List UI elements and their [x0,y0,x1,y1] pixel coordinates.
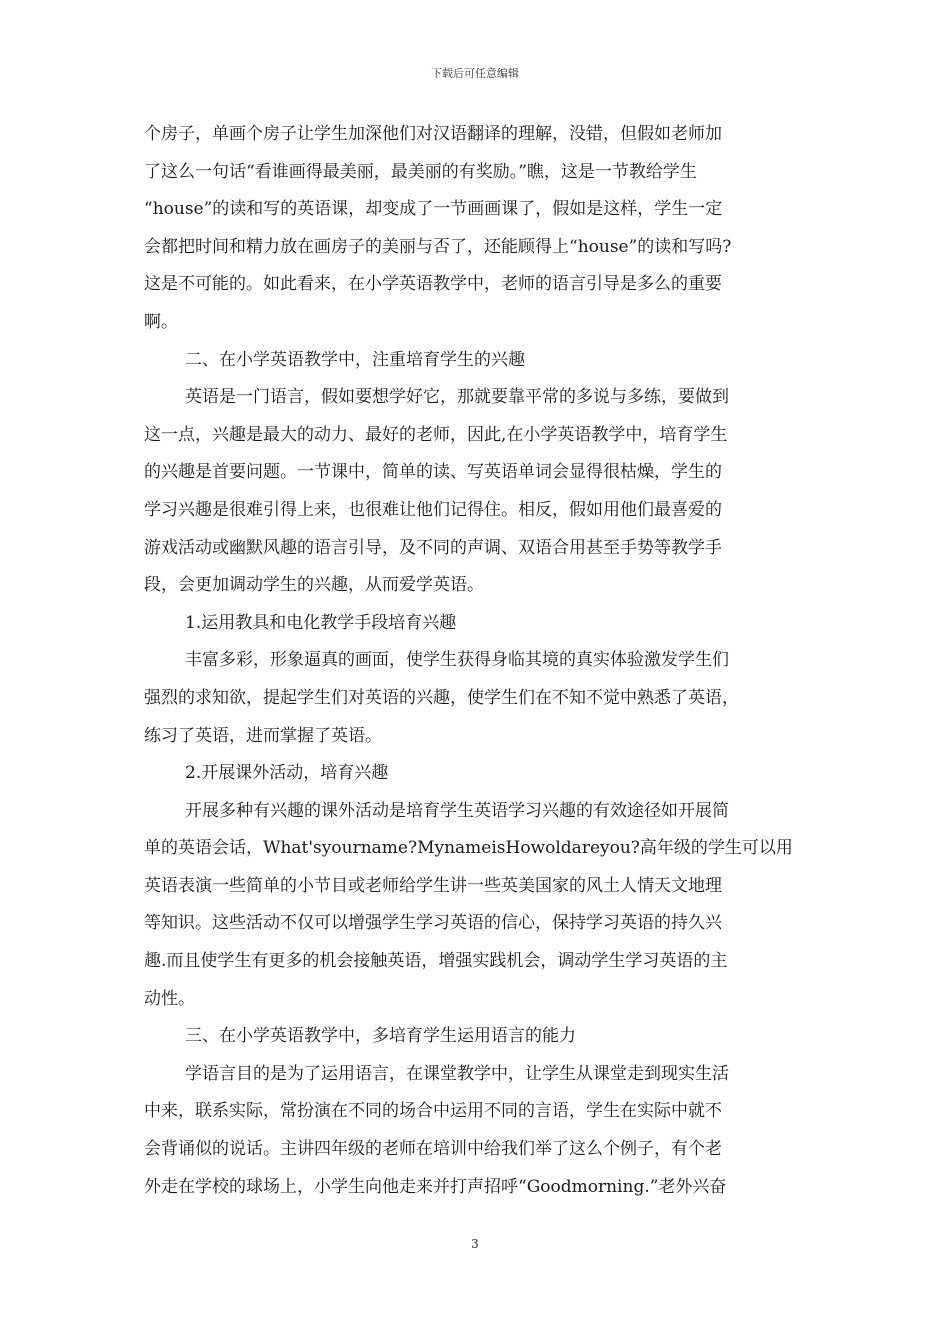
document-body [144,116,814,1206]
text-line: 三、在小学英语教学中，多培育学生运用语言的能力 [185,1026,576,1047]
text-line: 这是不可能的。如此看来，在小学英语教学中，老师的语言引导是多么的重要 [144,274,722,295]
text-line: 的兴趣是首要问题。一节课中，简单的读、写英语单词会显得很枯燥，学生的 [144,462,722,483]
text-line: 1.运用教具和电化教学手段培育兴趣 [185,612,457,633]
text-line: 学习兴趣是很难引得上来，也很难让他们记得住。相反，假如用他们最喜爱的 [144,499,722,520]
text-line: 单的英语会话，What'syourname?MynameisHowoldareyou?高年级的学生可以用 [144,838,793,859]
text-line: 这一点，兴趣是最大的动力、最好的老师，因此,在小学英语教学中，培育学生 [144,424,728,445]
text-line: 强烈的求知欲，提起学生们对英语的兴趣，使学生们在不知不觉中熟悉了英语， [144,687,739,708]
text-line: 开展多种有兴趣的课外活动是培育学生英语学习兴趣的有效途径如开展简 [185,800,729,821]
text-line: 英语是一门语言，假如要想学好它，那就要靠平常的多说与多练，要做到 [185,387,729,408]
text-line: 会背诵似的说话。主讲四年级的老师在培训中给我们举了这么个例子，有个老 [144,1139,722,1160]
text-line: 个房子，单画个房子让学生加深他们对汉语翻译的理解，没错，但假如老师加 [144,124,722,144]
text-line: 丰富多彩，形象逼真的画面，使学生获得身临其境的真实体验激发学生们 [185,650,729,671]
text-line: 等知识。这些活动不仅可以增强学生学习英语的信心，保持学习英语的持久兴 [144,913,722,934]
text-line: 游戏活动或幽默风趣的语言引导，及不同的声调、双语合用甚至手势等教学手 [144,537,722,558]
text-line: 外走在学校的球场上，小学生向他走来并打声招呼“Goodmorning.”老外兴奋 [144,1176,727,1197]
page-number: 3 [471,1237,479,1251]
text-line: 段，会更加调动学生的兴趣，从而爱学英语。 [144,575,484,596]
text-line: 英语表演一些简单的小节目或老师给学生讲一些英美国家的风土人情天文地理 [144,875,722,896]
text-line: 学语言目的是为了运用语言，在课堂教学中，让学生从课堂走到现实生活 [185,1063,729,1084]
text-line: 动性。 [144,988,195,1009]
text-line: 会都把时间和精力放在画房子的美丽与否了，还能顾得上“house”的读和写吗? [144,236,732,257]
text-line: “house”的读和写的英语课，却变成了一节画画课了，假如是这样，学生一定 [144,199,723,220]
text-line: 练习了英语，进而掌握了英语。 [144,725,382,746]
text-line: 中来，联系实际，常扮演在不同的场合中运用不同的言语，学生在实际中就不 [144,1101,722,1122]
text-line: 2.开展课外活动，培育兴趣 [185,763,389,784]
text-line: 二、在小学英语教学中，注重培育学生的兴趣 [185,349,525,370]
text-line: 趣.而且使学生有更多的机会接触英语，增强实践机会，调动学生学习英语的主 [144,951,728,972]
page-header: 下载后可任意编辑 [431,67,519,80]
text-line: 了这么一句话“看谁画得最美丽，最美丽的有奖励。”瞧，这是一节教给学生 [144,161,697,182]
text-line: 啊。 [144,311,178,332]
